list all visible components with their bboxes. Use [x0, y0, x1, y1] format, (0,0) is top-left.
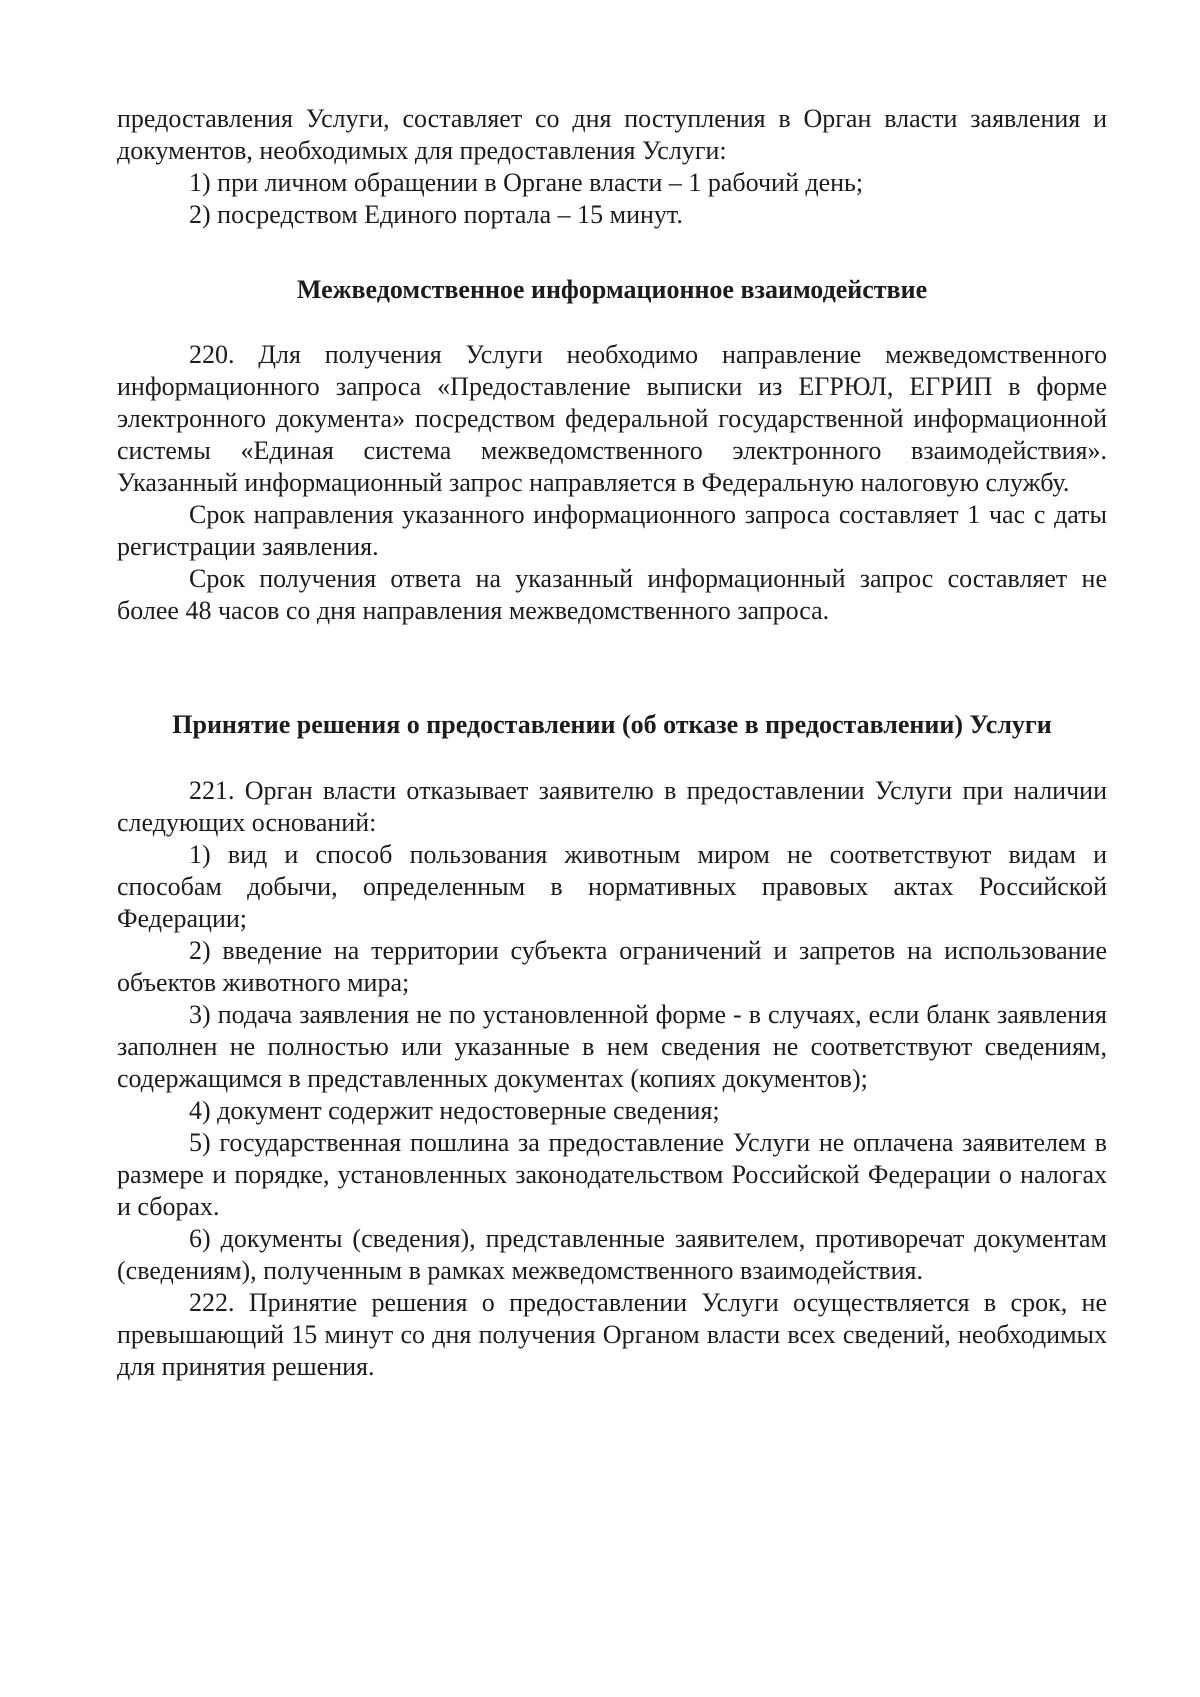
- intro-item-2: 2) посредством Единого портала – 15 минут.: [189, 200, 683, 229]
- refusal-item-2: 2) введение на территории субъекта ограничений и запретов на использование объектов животного мира;: [117, 936, 1107, 997]
- paragraph-response-deadline: Срок получения ответа на указанный информационный запрос составляет не более 48 часов со дня направления межведомственного запроса.: [117, 564, 1107, 625]
- intro-item-1: 1) при личном обращении в Органе власти – 1 рабочий день;: [189, 168, 864, 197]
- intro-paragraph: предоставления Услуги, составляет со дня поступления в Орган власти заявления и документов, необходимых для предоставления Услуги:: [117, 104, 1107, 165]
- refusal-item-6: 6) документы (сведения), представленные заявителем, противоречат документам (сведениям), полученным в рамках межведомственного взаимодействия.: [117, 1224, 1107, 1285]
- paragraph-220: 220. Для получения Услуги необходимо направление межведомственного информационного запроса «Предоставление выписки из ЕГРЮЛ, ЕГРИП в форме электронного документа» посредством федеральной государственной информационной системы «Единая система межведомственного электронного взаимодействия». Указанный информационный запрос направляется в Федеральную налоговую службу.: [117, 340, 1107, 497]
- refusal-item-3: 3) подача заявления не по установленной форме - в случаях, если бланк заявления заполнен не полностью или указанные в нем сведения не соответствуют сведениям, содержащимся в представленных документах (копиях документов);: [117, 1000, 1107, 1093]
- refusal-item-5: 5) государственная пошлина за предоставление Услуги не оплачена заявителем в размере и порядке, установленных законодательством Российской Федерации о налогах и сборах.: [117, 1128, 1107, 1221]
- paragraph-221: 221. Орган власти отказывает заявителю в предоставлении Услуги при наличии следующих оснований:: [117, 776, 1107, 837]
- paragraph-222: 222. Принятие решения о предоставлении Услуги осуществляется в срок, не превышающий 15 минут со дня получения Органом власти всех сведений, необходимых для принятия решения.: [117, 1288, 1107, 1381]
- document-page: [117, 103, 1107, 1383]
- refusal-item-1: 1) вид и способ пользования животным миром не соответствуют видам и способам добычи, определенным в нормативных правовых актах Российской Федерации;: [117, 840, 1107, 933]
- refusal-item-4: 4) документ содержит недостоверные сведения;: [189, 1096, 720, 1125]
- section-heading-decision: Принятие решения о предоставлении (об отказе в предоставлении) Услуги: [172, 710, 1052, 739]
- paragraph-request-deadline: Срок направления указанного информационного запроса составляет 1 час с даты регистрации заявления.: [117, 500, 1107, 561]
- section-heading-interagency: Межведомственное информационное взаимодействие: [296, 275, 928, 304]
